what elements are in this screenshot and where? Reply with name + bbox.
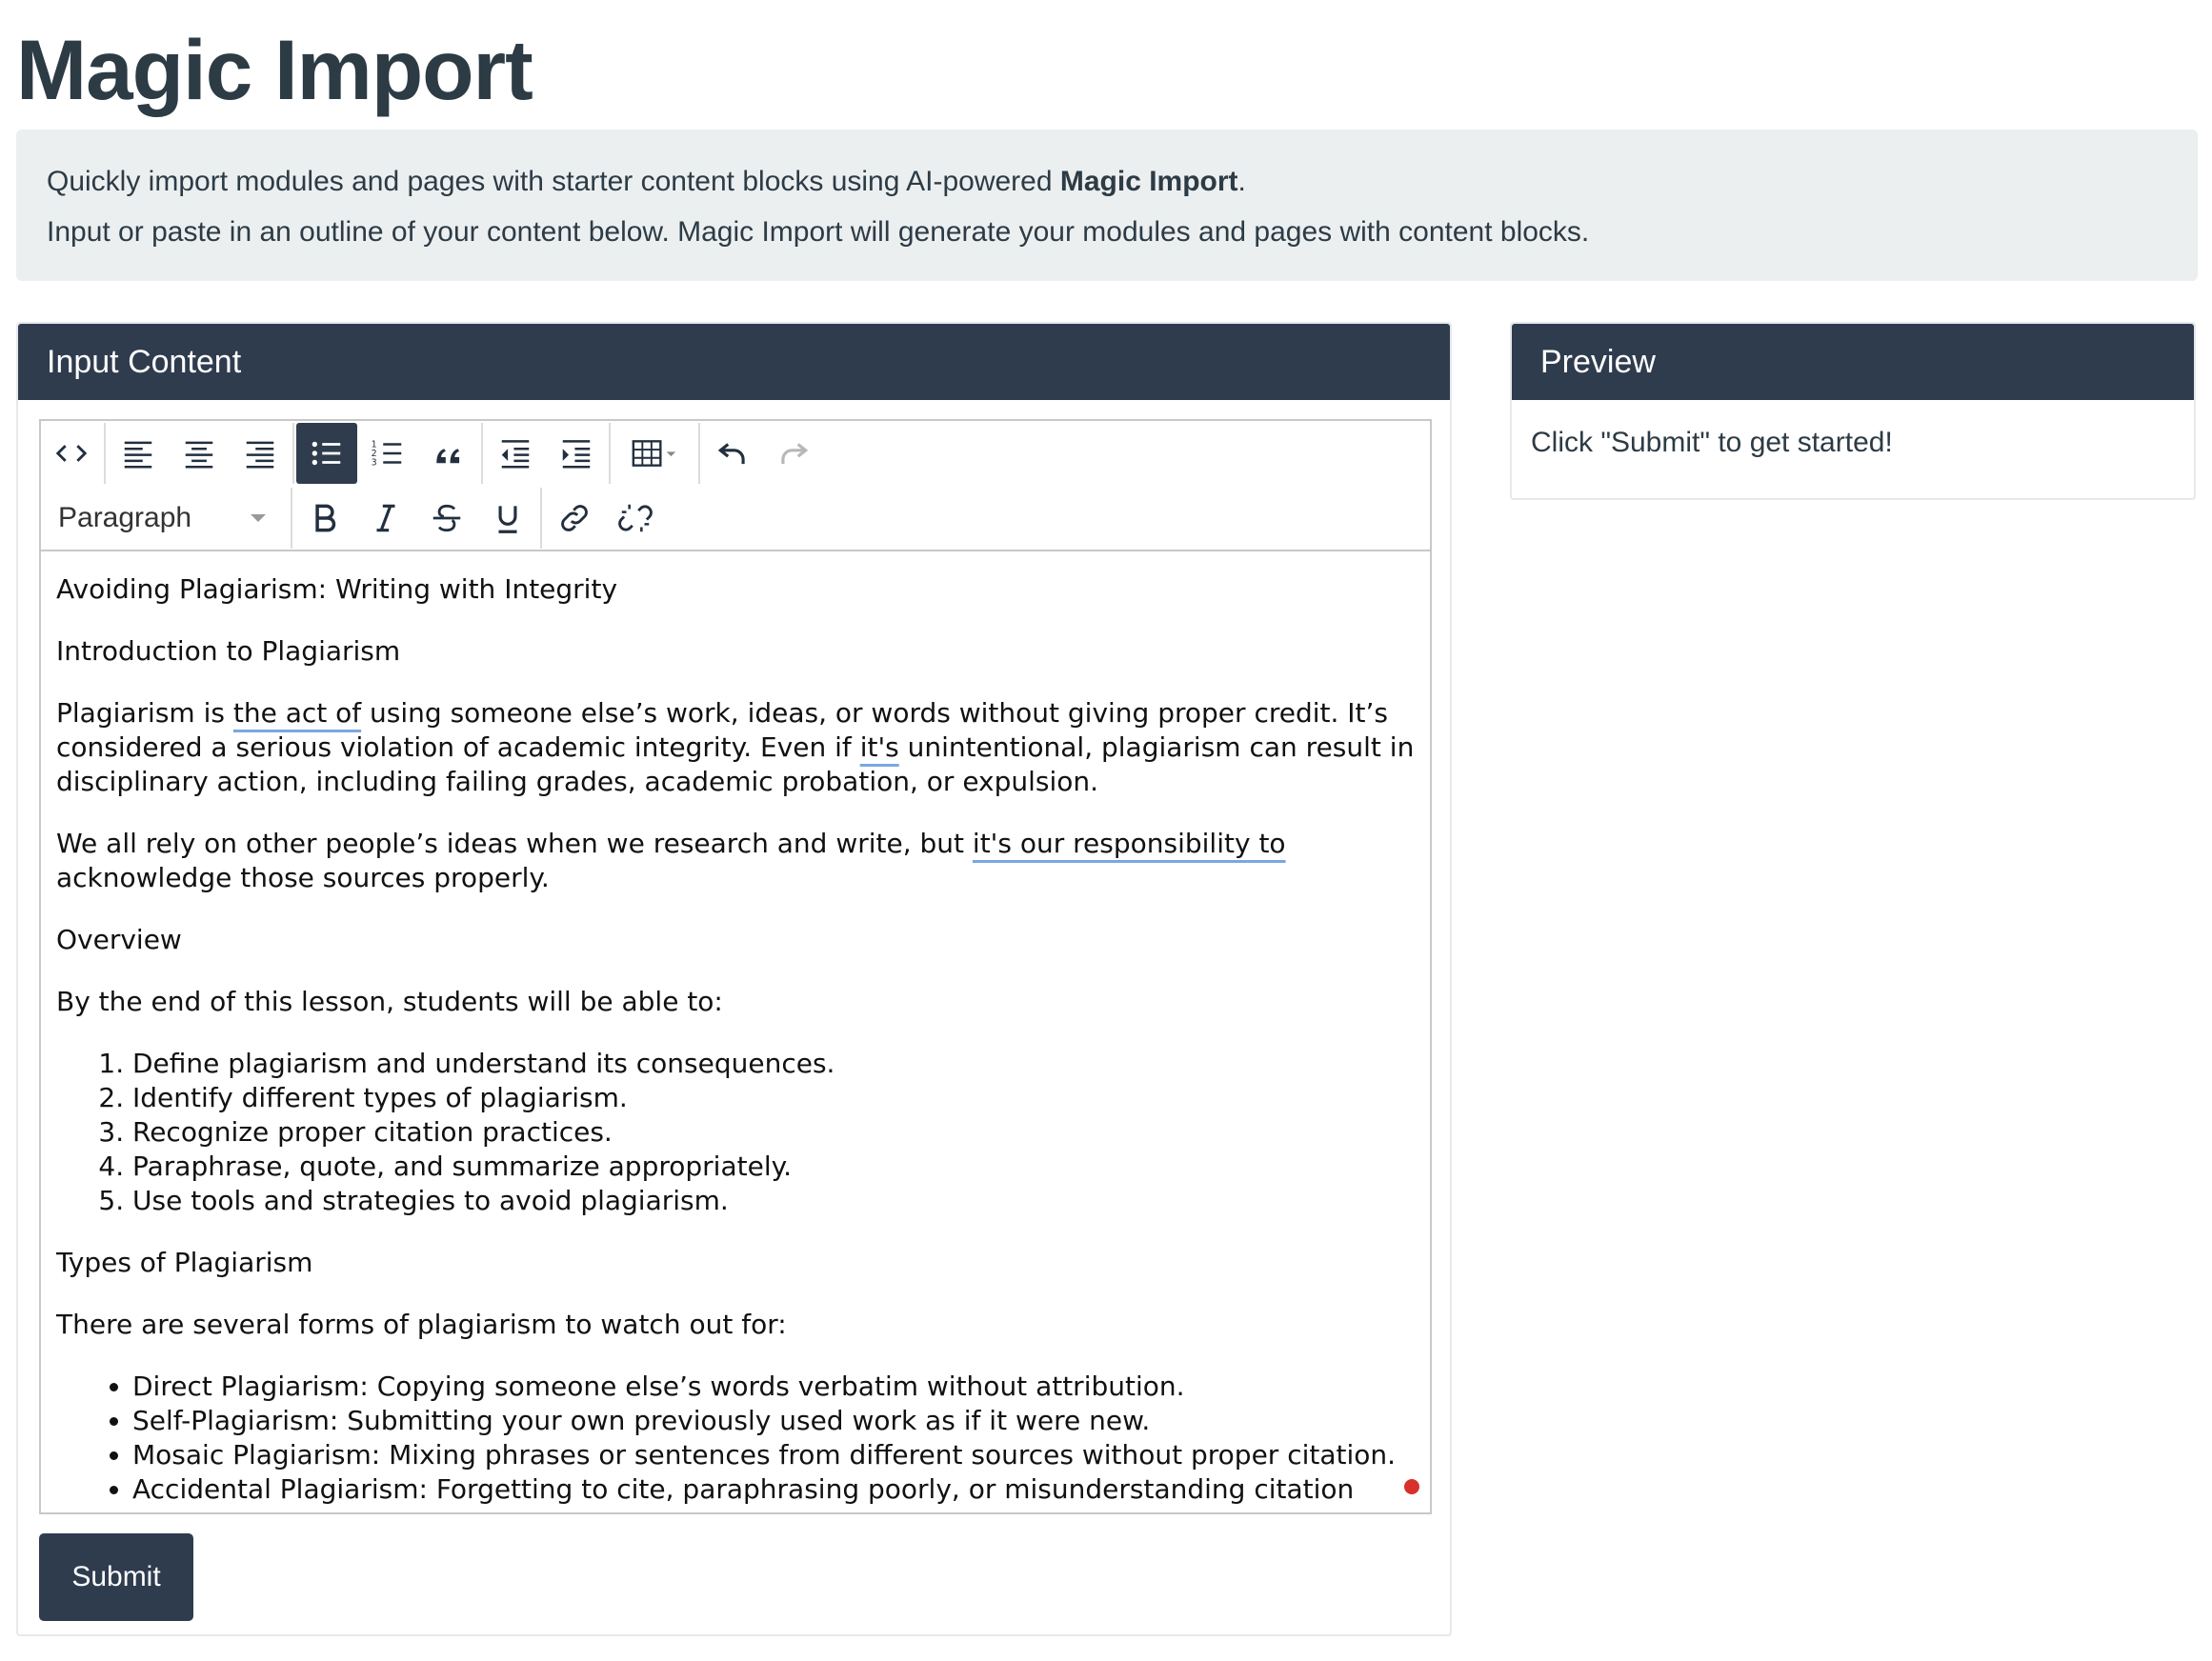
toolbar-divider [540, 488, 542, 549]
content-paragraph: There are several forms of plagiarism to watch out for: [56, 1309, 787, 1340]
content-paragraph [56, 827, 1415, 895]
bold-icon[interactable] [294, 488, 355, 549]
blockquote-icon[interactable] [418, 423, 479, 484]
format-select-value: Paragraph [58, 502, 192, 533]
preview-panel [1510, 322, 2196, 500]
content-paragraph: Types of Plagiarism [56, 1247, 313, 1278]
text-run: acknowledge those sources properly. [56, 862, 550, 893]
content-paragraph: Overview [56, 924, 182, 955]
align-center-icon[interactable] [169, 423, 230, 484]
format-select[interactable] [41, 488, 289, 549]
outdent-icon[interactable] [485, 423, 546, 484]
toolbar-divider [481, 423, 483, 484]
toolbar-row-1 [41, 421, 824, 486]
rich-text-editor[interactable] [39, 419, 1432, 1514]
spellcheck-suggestion[interactable]: the act of [232, 697, 362, 729]
unlink-icon[interactable] [605, 488, 666, 549]
input-panel-header: Input Content [18, 324, 1450, 400]
table-icon[interactable] [613, 423, 696, 484]
text-run: using someone else’s work, ideas, or words without giving proper credit. It’s considered a serious violation of academic integrity. Even if [56, 697, 1389, 763]
preview-panel-header: Preview [1512, 324, 2194, 400]
list-item: • Mosaic Plagiarism: Mixing phrases or sentences from different sources without proper citation. [132, 1438, 1415, 1472]
types-list [56, 1370, 1415, 1507]
align-right-icon[interactable] [230, 423, 291, 484]
spellcheck-suggestion[interactable]: it's [859, 731, 899, 763]
underline-icon[interactable] [477, 488, 538, 549]
strikethrough-icon[interactable] [416, 488, 477, 549]
toolbar-divider [609, 423, 611, 484]
svg-text:3: 3 [371, 457, 377, 469]
toolbar-divider [291, 488, 292, 549]
list-item: • Direct Plagiarism: Copying someone else’s words verbatim without attribution. [132, 1370, 1415, 1404]
info-line-1 [47, 156, 2167, 207]
editor-toolbar [41, 421, 1430, 551]
align-left-icon[interactable] [108, 423, 169, 484]
list-item: 2. Identify different types of plagiarism. [132, 1081, 1415, 1115]
submit-button[interactable]: Submit [39, 1533, 193, 1621]
content-paragraph: By the end of this lesson, students will be able to: [56, 986, 723, 1017]
link-icon[interactable] [544, 488, 605, 549]
toolbar-divider [698, 423, 700, 484]
status-indicator-dot [1404, 1479, 1419, 1494]
toolbar-divider [104, 423, 106, 484]
numbered-list-icon[interactable] [357, 423, 418, 484]
svg-text:1: 1 [371, 439, 377, 450]
list-item: 1. Define plagiarism and understand its consequences. [132, 1047, 1415, 1081]
spellcheck-suggestion[interactable]: it's our responsibility to [972, 828, 1286, 859]
list-item: • Self-Plagiarism: Submitting your own previously used work as if it were new. [132, 1404, 1415, 1438]
svg-text:2: 2 [371, 449, 377, 460]
text-run: We all rely on other people’s ideas when we research and write, but [56, 828, 973, 859]
list-item: • Accidental Plagiarism: Forgetting to cite, paraphrasing poorly, or misunderstanding citation [132, 1472, 1415, 1507]
undo-icon[interactable] [702, 423, 763, 484]
list-item: 5. Use tools and strategies to avoid plagiarism. [132, 1184, 1415, 1218]
info-line-2: Input or paste in an outline of your content below. Magic Import will generate your modules and pages with content blocks. [47, 216, 1590, 248]
info-text-suffix: . [1237, 166, 1246, 197]
chevron-down-icon [251, 514, 266, 522]
info-box [16, 130, 2198, 281]
info-bold-text: Magic Import [1059, 166, 1238, 197]
content-paragraph [56, 696, 1415, 799]
content-paragraph: Introduction to Plagiarism [56, 635, 401, 667]
objectives-list [56, 1047, 1415, 1218]
editor-content[interactable] [41, 551, 1430, 1507]
page-title: Magic Import [16, 22, 533, 117]
preview-message: Click "Submit" to get started! [1531, 427, 1893, 458]
bullet-list-icon[interactable] [296, 423, 357, 484]
toolbar-row-2 [41, 486, 666, 550]
italic-icon[interactable] [355, 488, 416, 549]
content-paragraph: Avoiding Plagiarism: Writing with Integrity [56, 573, 618, 605]
text-run: unintentional, plagiarism can result in disciplinary action, including failing grades, academic probation, or expulsion. [56, 731, 1415, 797]
source-code-icon[interactable] [41, 423, 102, 484]
redo-icon[interactable] [763, 423, 824, 484]
text-run: Plagiarism is [56, 697, 233, 729]
info-text: Quickly import modules and pages with starter content blocks using AI-powered [47, 166, 1060, 197]
list-item: 4. Paraphrase, quote, and summarize appropriately. [132, 1150, 1415, 1184]
toolbar-divider [292, 423, 294, 484]
indent-icon[interactable] [546, 423, 607, 484]
list-item: 3. Recognize proper citation practices. [132, 1115, 1415, 1150]
input-content-panel [16, 322, 1452, 1636]
